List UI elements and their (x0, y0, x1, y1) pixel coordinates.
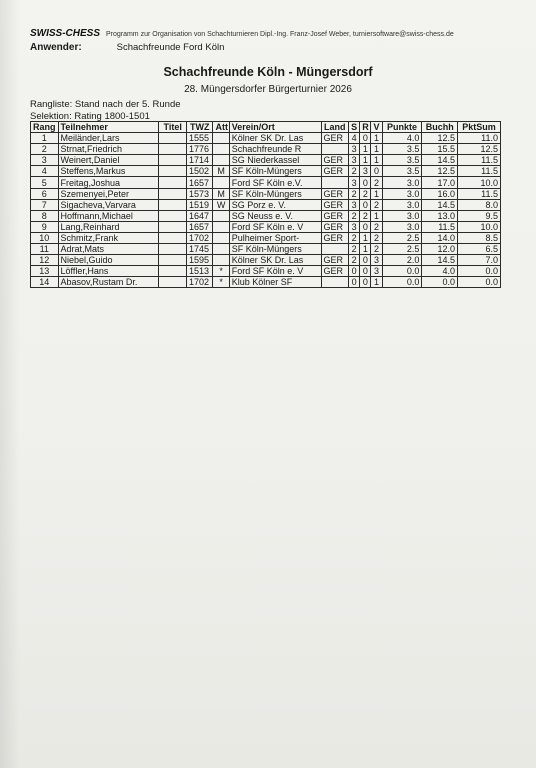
cell-twz: 1702 (186, 277, 213, 288)
cell-v: 2 (371, 221, 382, 232)
rating-selection: Selektion: Rating 1800-1501 (30, 111, 150, 122)
cell-rang: 1 (31, 133, 59, 144)
cell-r: 0 (360, 277, 371, 288)
cell-titel (159, 255, 187, 266)
cell-punkte: 3.5 (382, 155, 422, 166)
table-row (31, 244, 501, 255)
cell-land: GER (321, 266, 349, 277)
cell-s: 2 (349, 255, 360, 266)
cell-land: GER (321, 221, 349, 232)
table-row (31, 266, 501, 277)
table-row (31, 199, 501, 210)
brand-name: SWISS-CHESS (30, 28, 101, 39)
col-header-rang: Rang (31, 122, 59, 133)
table-row (31, 177, 501, 188)
cell-land: GER (321, 166, 349, 177)
cell-att (213, 155, 229, 166)
cell-v: 3 (371, 266, 382, 277)
cell-land (321, 177, 349, 188)
cell-verein: Ford SF Köln e. V (229, 221, 321, 232)
cell-twz: 1519 (186, 199, 213, 210)
cell-twz: 1595 (186, 255, 213, 266)
cell-teilnehmer: Weinert,Daniel (58, 155, 159, 166)
cell-twz: 1714 (186, 155, 213, 166)
cell-att (213, 210, 229, 221)
cell-pktsum: 10.0 (458, 177, 501, 188)
cell-titel (159, 277, 187, 288)
cell-s: 2 (349, 244, 360, 255)
cell-punkte: 0.0 (382, 277, 422, 288)
cell-titel (159, 188, 187, 199)
cell-teilnehmer: Strnat,Friedrich (58, 144, 159, 155)
cell-teilnehmer: Abasov,Rustam Dr. (58, 277, 159, 288)
cell-pktsum: 8.5 (458, 232, 501, 243)
cell-land: GER (321, 133, 349, 144)
cell-verein: Ford SF Köln e. V (229, 266, 321, 277)
cell-s: 2 (349, 166, 360, 177)
col-header-teilnehmer: Teilnehmer (58, 122, 159, 133)
cell-punkte: 0.0 (382, 266, 422, 277)
cell-v: 2 (371, 199, 382, 210)
cell-verein: Kölner SK Dr. Las (229, 255, 321, 266)
cell-v: 1 (371, 144, 382, 155)
table-row (31, 155, 501, 166)
cell-buchh: 14.5 (422, 255, 458, 266)
cell-titel (159, 144, 187, 155)
cell-buchh: 12.5 (422, 133, 458, 144)
cell-titel (159, 199, 187, 210)
cell-pktsum: 11.5 (458, 188, 501, 199)
cell-att (213, 221, 229, 232)
cell-r: 1 (360, 155, 371, 166)
table-header-row (31, 122, 501, 133)
cell-twz: 1502 (186, 166, 213, 177)
cell-titel (159, 177, 187, 188)
cell-teilnehmer: Löffler,Hans (58, 266, 159, 277)
cell-buchh: 14.0 (422, 232, 458, 243)
cell-r: 3 (360, 166, 371, 177)
cell-rang: 13 (31, 266, 59, 277)
cell-land (321, 277, 349, 288)
cell-titel (159, 244, 187, 255)
cell-rang: 10 (31, 232, 59, 243)
cell-v: 1 (371, 133, 382, 144)
cell-pktsum: 10.0 (458, 221, 501, 232)
cell-s: 2 (349, 210, 360, 221)
cell-v: 2 (371, 232, 382, 243)
table-row (31, 144, 501, 155)
cell-r: 2 (360, 188, 371, 199)
col-header-v: V (371, 122, 382, 133)
tournament-subtitle: 28. Müngersdorfer Bürgerturnier 2026 (184, 84, 352, 95)
program-info: Programm zur Organisation von Schachturnieren Dipl.-Ing. Franz-Josef Weber, turniersoftware@swiss-chess.de (105, 31, 454, 38)
cell-punkte: 3.0 (382, 188, 422, 199)
cell-teilnehmer: Adrat,Mats (58, 244, 159, 255)
cell-r: 0 (360, 177, 371, 188)
cell-land (321, 244, 349, 255)
standings-table (30, 121, 501, 288)
cell-buchh: 11.5 (422, 221, 458, 232)
col-header-r: R (360, 122, 371, 133)
cell-buchh: 4.0 (422, 266, 458, 277)
cell-buchh: 17.0 (422, 177, 458, 188)
cell-twz: 1745 (186, 244, 213, 255)
cell-buchh: 14.5 (422, 155, 458, 166)
cell-s: 3 (349, 144, 360, 155)
cell-teilnehmer: Niebel,Guido (58, 255, 159, 266)
cell-pktsum: 0.0 (458, 277, 501, 288)
cell-punkte: 3.0 (382, 221, 422, 232)
paper-edge-shadow (0, 0, 20, 768)
cell-punkte: 3.0 (382, 177, 422, 188)
col-header-buchh: Buchh (422, 122, 458, 133)
cell-r: 0 (360, 255, 371, 266)
table-row (31, 210, 501, 221)
cell-pktsum: 0.0 (458, 266, 501, 277)
cell-s: 2 (349, 232, 360, 243)
cell-att: M (213, 188, 229, 199)
cell-titel (159, 133, 187, 144)
cell-punkte: 3.5 (382, 166, 422, 177)
col-header-land: Land (321, 122, 349, 133)
table-row (31, 133, 501, 144)
cell-att (213, 133, 229, 144)
cell-att: W (213, 199, 229, 210)
col-header-twz: TWZ (186, 122, 213, 133)
cell-r: 1 (360, 144, 371, 155)
cell-twz: 1573 (186, 188, 213, 199)
user-value: Schachfreunde Ford Köln (116, 42, 225, 53)
cell-pktsum: 11.0 (458, 133, 501, 144)
cell-titel (159, 221, 187, 232)
cell-rang: 6 (31, 188, 59, 199)
club-title: Schachfreunde Köln - Müngersdorf (163, 65, 373, 79)
table-row (31, 166, 501, 177)
cell-land: GER (321, 155, 349, 166)
cell-punkte: 4.0 (382, 133, 422, 144)
cell-pktsum: 9.5 (458, 210, 501, 221)
table-row (31, 255, 501, 266)
cell-teilnehmer: Freitag,Joshua (58, 177, 159, 188)
table-row (31, 232, 501, 243)
cell-att (213, 144, 229, 155)
cell-buchh: 14.5 (422, 199, 458, 210)
cell-pktsum: 6.5 (458, 244, 501, 255)
cell-r: 0 (360, 221, 371, 232)
cell-s: 3 (349, 199, 360, 210)
cell-s: 0 (349, 266, 360, 277)
cell-v: 1 (371, 277, 382, 288)
col-header-verein: Verein/Ort (229, 122, 321, 133)
cell-punkte: 3.0 (382, 210, 422, 221)
cell-att: * (213, 277, 229, 288)
cell-buchh: 12.0 (422, 244, 458, 255)
cell-pktsum: 8.0 (458, 199, 501, 210)
cell-twz: 1657 (186, 177, 213, 188)
cell-pktsum: 12.5 (458, 144, 501, 155)
cell-r: 0 (360, 199, 371, 210)
cell-teilnehmer: Sigacheva,Varvara (58, 199, 159, 210)
cell-v: 2 (371, 177, 382, 188)
cell-punkte: 2.5 (382, 232, 422, 243)
cell-rang: 14 (31, 277, 59, 288)
cell-titel (159, 210, 187, 221)
cell-verein: SG Porz e. V. (229, 199, 321, 210)
cell-land: GER (321, 188, 349, 199)
cell-s: 2 (349, 188, 360, 199)
cell-att (213, 177, 229, 188)
cell-verein: Schachfreunde R (229, 144, 321, 155)
cell-att (213, 244, 229, 255)
cell-s: 0 (349, 277, 360, 288)
cell-rang: 9 (31, 221, 59, 232)
ranking-status: Rangliste: Stand nach der 5. Runde (30, 99, 181, 110)
user-label: Anwender: (30, 42, 82, 53)
col-header-s: S (349, 122, 360, 133)
cell-verein: SG Niederkassel (229, 155, 321, 166)
cell-punkte: 3.0 (382, 199, 422, 210)
cell-punkte: 3.5 (382, 144, 422, 155)
col-header-pktsum: PktSum (458, 122, 501, 133)
cell-rang: 11 (31, 244, 59, 255)
cell-buchh: 0.0 (422, 277, 458, 288)
cell-verein: Kölner SK Dr. Las (229, 133, 321, 144)
cell-v: 1 (371, 155, 382, 166)
cell-land: GER (321, 210, 349, 221)
cell-pktsum: 11.5 (458, 155, 501, 166)
cell-pktsum: 7.0 (458, 255, 501, 266)
cell-punkte: 2.0 (382, 255, 422, 266)
cell-r: 2 (360, 210, 371, 221)
cell-rang: 4 (31, 166, 59, 177)
cell-v: 2 (371, 244, 382, 255)
cell-s: 3 (349, 177, 360, 188)
cell-land (321, 144, 349, 155)
cell-teilnehmer: Hoffmann,Michael (58, 210, 159, 221)
cell-verein: SF Köln-Müngers (229, 188, 321, 199)
cell-v: 1 (371, 188, 382, 199)
cell-s: 3 (349, 155, 360, 166)
cell-teilnehmer: Meiländer,Lars (58, 133, 159, 144)
cell-verein: Klub Kölner SF (229, 277, 321, 288)
cell-teilnehmer: Schmitz,Frank (58, 232, 159, 243)
cell-buchh: 13.0 (422, 210, 458, 221)
cell-rang: 3 (31, 155, 59, 166)
user-line (30, 42, 224, 53)
col-header-titel: Titel (159, 122, 187, 133)
cell-rang: 8 (31, 210, 59, 221)
cell-v: 0 (371, 166, 382, 177)
cell-titel (159, 266, 187, 277)
cell-twz: 1513 (186, 266, 213, 277)
cell-r: 1 (360, 244, 371, 255)
cell-teilnehmer: Szemenyei,Peter (58, 188, 159, 199)
cell-v: 3 (371, 255, 382, 266)
table-row (31, 188, 501, 199)
cell-twz: 1776 (186, 144, 213, 155)
cell-verein: Pulheimer Sport- (229, 232, 321, 243)
col-header-att: Att (213, 122, 229, 133)
cell-titel (159, 155, 187, 166)
cell-verein: SF Köln-Müngers (229, 244, 321, 255)
cell-r: 1 (360, 232, 371, 243)
cell-att: * (213, 266, 229, 277)
cell-twz: 1647 (186, 210, 213, 221)
cell-rang: 7 (31, 199, 59, 210)
cell-titel (159, 232, 187, 243)
cell-land: GER (321, 199, 349, 210)
cell-r: 0 (360, 266, 371, 277)
cell-s: 4 (349, 133, 360, 144)
table-row (31, 277, 501, 288)
cell-buchh: 16.0 (422, 188, 458, 199)
cell-att (213, 232, 229, 243)
col-header-punkte: Punkte (382, 122, 422, 133)
cell-s: 3 (349, 221, 360, 232)
cell-land: GER (321, 255, 349, 266)
cell-twz: 1657 (186, 221, 213, 232)
cell-verein: SG Neuss e. V. (229, 210, 321, 221)
cell-att (213, 255, 229, 266)
cell-r: 0 (360, 133, 371, 144)
cell-verein: Ford SF Köln e.V. (229, 177, 321, 188)
cell-rang: 12 (31, 255, 59, 266)
cell-pktsum: 11.5 (458, 166, 501, 177)
cell-verein: SF Köln-Müngers (229, 166, 321, 177)
cell-titel (159, 166, 187, 177)
cell-twz: 1702 (186, 232, 213, 243)
cell-twz: 1555 (186, 133, 213, 144)
cell-buchh: 15.5 (422, 144, 458, 155)
cell-buchh: 12.5 (422, 166, 458, 177)
cell-punkte: 2.5 (382, 244, 422, 255)
table-row (31, 221, 501, 232)
cell-att: M (213, 166, 229, 177)
cell-v: 1 (371, 210, 382, 221)
cell-rang: 2 (31, 144, 59, 155)
program-header (30, 28, 454, 39)
cell-teilnehmer: Lang,Reinhard (58, 221, 159, 232)
cell-land: GER (321, 232, 349, 243)
cell-rang: 5 (31, 177, 59, 188)
cell-teilnehmer: Steffens,Markus (58, 166, 159, 177)
